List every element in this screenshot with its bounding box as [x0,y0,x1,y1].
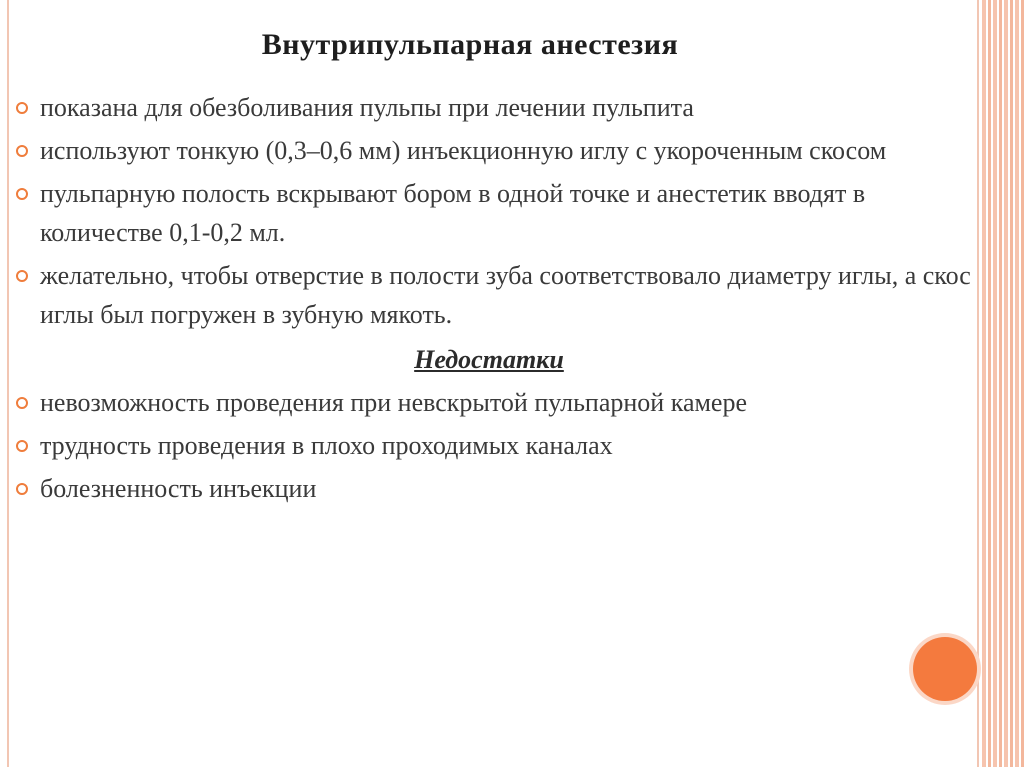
decorative-stripes [980,0,1024,767]
bullet-text: пульпарную полость вскрывают бором в одной точке и анестетик вводят в количестве 0,1-0,2 мл. [40,179,866,247]
bullet-item [14,256,974,334]
slide-content [14,88,974,512]
bullet-icon [16,188,28,200]
bullet-item [14,383,974,422]
bullet-item [14,469,974,508]
bullet-item [14,174,974,252]
bullet-text: трудность проведения в плохо проходимых каналах [40,431,613,460]
bullet-item [14,426,974,465]
bullet-text: используют тонкую (0,3–0,6 мм) инъекционную иглу с укороченным скосом [40,136,887,165]
subheading: Недостатки [414,345,564,374]
slide-title: Внутрипульпарная анестезия [261,28,679,61]
bullet-icon [16,270,28,282]
bullet-icon [16,102,28,114]
bullet-icon [16,483,28,495]
bullet-text: показана для обезболивания пульпы при лечении пульпита [40,93,694,122]
bullet-icon [16,145,28,157]
bullet-text: болезненность инъекции [40,474,317,503]
bullet-item [14,131,974,170]
bullet-icon [16,397,28,409]
decorative-circle [913,637,977,701]
bullet-item [14,88,974,127]
bullet-text: невозможность проведения при невскрытой пульпарной камере [40,388,748,417]
bullet-icon [16,440,28,452]
bullet-text: желательно, чтобы отверстие в полости зуба соответствовало диаметру иглы, а скос иглы был погружен в зубную мякоть. [40,261,971,329]
